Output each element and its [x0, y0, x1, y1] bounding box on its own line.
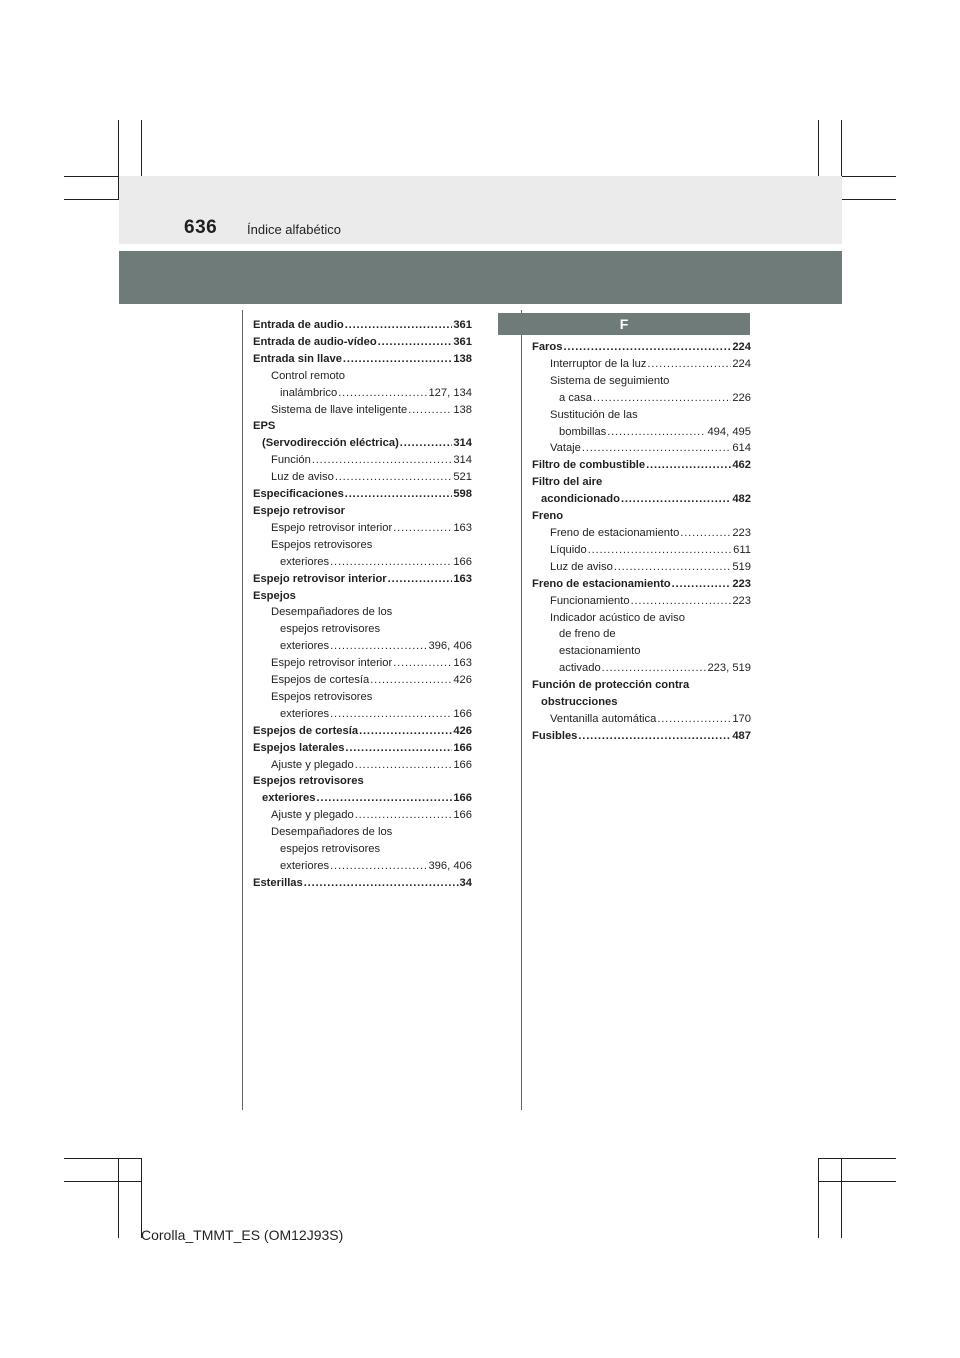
dot-leader [593, 390, 731, 407]
index-entry-term: Entrada de audio-vídeo [253, 335, 377, 348]
index-entry-page: 519 [732, 560, 751, 573]
column-rule-right [521, 310, 522, 1110]
index-entry-term: Interruptor de la luz [550, 357, 647, 370]
index-entry-page: 223 [732, 594, 751, 607]
dot-leader [312, 452, 453, 469]
dot-leader [400, 435, 453, 452]
index-entry [253, 858, 472, 875]
dot-leader [317, 790, 453, 807]
index-entry [532, 677, 751, 694]
dot-leader [657, 711, 731, 728]
index-entry-term: Filtro del aire [532, 476, 603, 489]
index-entry [253, 368, 472, 385]
dot-leader [355, 757, 453, 774]
index-entry [253, 841, 472, 858]
crop-mark [841, 1158, 842, 1238]
index-entry [253, 334, 472, 351]
index-entry-page: 223, 519 [707, 662, 751, 675]
index-entry-term: Control remoto [271, 369, 345, 382]
index-entry-term: Ajuste y plegado [271, 809, 354, 822]
index-entry [532, 390, 751, 407]
index-entry [253, 537, 472, 554]
index-entry [253, 875, 472, 892]
index-entry-page: 138 [453, 352, 472, 365]
crop-mark [64, 1181, 142, 1182]
index-entry-term: de freno de [559, 628, 616, 641]
index-entry-term: Freno de estacionamiento [532, 577, 671, 590]
index-entry-term: Espejo retrovisor [253, 504, 346, 517]
index-entry-term: Freno de estacionamiento [550, 526, 680, 539]
index-entry-page: 521 [453, 471, 472, 484]
index-entry-term: Espejo retrovisor interior [253, 572, 387, 585]
index-entry [253, 689, 472, 706]
index-entry [253, 604, 472, 621]
index-entry [253, 757, 472, 774]
dot-leader [582, 440, 731, 457]
dot-leader [588, 542, 732, 559]
dot-leader [335, 469, 453, 486]
index-entry [532, 474, 751, 491]
dot-leader [330, 554, 452, 571]
dot-leader [345, 740, 452, 757]
dot-leader [345, 486, 453, 503]
index-entry-term: Sistema de seguimiento [550, 374, 670, 387]
dot-leader [621, 491, 731, 508]
index-entry-page: 166 [453, 741, 472, 754]
index-entry-page: 482 [732, 493, 751, 506]
index-entry-term: exteriores [280, 707, 330, 720]
dot-leader [330, 638, 427, 655]
dot-leader [304, 875, 459, 892]
index-entry [253, 655, 472, 672]
dot-leader [563, 339, 731, 356]
dot-leader [646, 457, 731, 474]
index-entry-page: 426 [453, 674, 472, 687]
index-entry [532, 711, 751, 728]
crop-mark [818, 1181, 896, 1182]
index-entry-term: Espejos laterales [253, 741, 345, 754]
dot-leader [359, 723, 452, 740]
index-entry-page: 166 [453, 555, 472, 568]
index-entry [532, 440, 751, 457]
index-entry-page: 223 [732, 526, 751, 539]
index-entry-term: activado [559, 662, 601, 675]
index-entry-term: espejos retrovisores [280, 843, 381, 856]
index-entry-term: inalámbrico [280, 386, 338, 399]
index-entry-term: Especificaciones [253, 488, 344, 501]
index-entry-term: Luz de aviso [550, 560, 613, 573]
index-entry [253, 351, 472, 368]
column-rule-left [242, 310, 243, 1110]
dot-leader [355, 807, 453, 824]
index-entry-term: acondicionado [541, 493, 620, 506]
index-entry-term: Faros [532, 341, 563, 353]
index-entry-term: Entrada sin llave [253, 352, 342, 365]
dot-leader [393, 655, 452, 672]
index-entry-page: 224 [732, 341, 751, 353]
index-entry [532, 542, 751, 559]
index-entry-term: Espejos de cortesía [253, 724, 359, 737]
dot-leader [338, 385, 427, 402]
index-entry-term: exteriores [280, 640, 330, 653]
index-entry [253, 773, 472, 790]
index-entry [532, 694, 751, 711]
index-entry-term: Espejos de cortesía [271, 674, 370, 687]
index-entry-term: a casa [559, 391, 592, 404]
index-entry [253, 435, 472, 452]
index-entry [253, 706, 472, 723]
dot-leader [602, 660, 707, 677]
index-entry-page: 224 [732, 357, 751, 370]
index-entry-term: exteriores [280, 860, 330, 872]
crop-mark [141, 1158, 142, 1238]
index-entry-term: Desempañadores de los [271, 826, 393, 839]
letter-tab: F [498, 313, 750, 335]
index-entry-term: Espejo retrovisor interior [271, 657, 393, 670]
index-entry-term: Función [271, 454, 311, 467]
index-entry-page: 138 [453, 403, 472, 416]
dot-leader [672, 576, 732, 593]
index-entry-page: 361 [453, 335, 472, 348]
index-entry [253, 571, 472, 588]
index-entry-term: Líquido [550, 543, 587, 556]
index-entry [253, 807, 472, 824]
dot-leader [388, 571, 453, 588]
index-entry-term: Indicador acústico de aviso [550, 611, 685, 624]
section-band [119, 251, 842, 304]
dot-leader [647, 356, 731, 373]
index-entry-term: Función de protección contra [532, 679, 690, 692]
index-entry-page: 166 [453, 809, 472, 822]
index-entry-page: 487 [732, 729, 751, 742]
index-entry-term: exteriores [262, 792, 316, 805]
index-entry-term: EPS [253, 420, 276, 433]
index-entry [532, 373, 751, 390]
index-entry-page: 426 [453, 724, 472, 737]
dot-leader [607, 424, 706, 441]
index-entry [253, 402, 472, 419]
index-entry [253, 723, 472, 740]
index-entry-term: Freno [532, 510, 564, 523]
index-entry [253, 824, 472, 841]
index-entry-term: Espejos retrovisores [271, 690, 373, 703]
dot-leader [578, 728, 731, 745]
index-entry [532, 660, 751, 677]
dot-leader [393, 520, 452, 537]
index-entry-term: Espejos retrovisores [253, 775, 364, 788]
index-entry-term: Entrada de audio [253, 319, 344, 331]
dot-leader [378, 334, 453, 351]
index-entry-term: Vataje [550, 442, 581, 455]
index-entry [532, 491, 751, 508]
index-entry-term: (Servodirección eléctrica) [262, 437, 399, 450]
index-entry-term: Sistema de llave inteligente [271, 403, 408, 416]
index-entry [532, 728, 751, 745]
index-entry-page: 223 [732, 577, 751, 590]
index-entry-page: 170 [732, 712, 751, 725]
index-entry-term: Esterillas [253, 876, 303, 889]
index-entry-term: Ventanilla automática [550, 712, 657, 725]
index-entry-term: Fusibles [532, 729, 578, 742]
index-entry [532, 508, 751, 525]
index-entry [532, 407, 751, 424]
index-entry-term: Ajuste y plegado [271, 758, 354, 771]
index-entry-page: 314 [453, 437, 472, 450]
index-entry [253, 588, 472, 605]
crop-mark [118, 1158, 119, 1238]
index-entry-term: Espejo retrovisor interior [271, 521, 393, 534]
index-entry-term: obstrucciones [541, 696, 618, 709]
index-entry [532, 356, 751, 373]
footer-doc-code: Corolla_TMMT_ES (OM12J93S) [141, 1227, 344, 1243]
index-entry [253, 486, 472, 503]
dot-leader [408, 402, 452, 419]
index-entry [532, 457, 751, 474]
index-entry [253, 520, 472, 537]
dot-leader [680, 525, 731, 542]
index-entry-term: Funcionamiento [550, 594, 630, 607]
dot-leader [345, 317, 453, 334]
index-entry-page: 462 [732, 459, 751, 472]
index-entry [253, 740, 472, 757]
index-entry-page: 226 [732, 391, 751, 404]
dot-leader [330, 858, 427, 875]
index-entry [532, 626, 751, 643]
index-entry [532, 593, 751, 610]
index-entry [532, 339, 751, 356]
index-entry [253, 317, 472, 334]
index-entry-term: Desempañadores de los [271, 606, 393, 619]
dot-leader [343, 351, 452, 368]
index-entry [253, 452, 472, 469]
dot-leader [370, 672, 452, 689]
index-entry-page: 166 [453, 707, 472, 720]
index-entry-page: 494, 495 [707, 425, 751, 438]
index-entry [253, 621, 472, 638]
index-entry-term: bombillas [559, 425, 607, 438]
index-entry [253, 503, 472, 520]
dot-leader [614, 559, 732, 576]
index-entry [532, 610, 751, 627]
index-entry-page: 614 [732, 442, 751, 455]
index-entry-term: Filtro de combustible [532, 459, 646, 472]
index-entry-term: espejos retrovisores [280, 623, 381, 636]
index-entry-page: 611 [733, 543, 751, 556]
index-entry-page: 127, 134 [428, 386, 472, 399]
index-entry-page: 163 [453, 521, 472, 534]
index-entry-page: 361 [453, 319, 472, 331]
index-entry [532, 424, 751, 441]
index-entry [253, 418, 472, 435]
index-entry [253, 385, 472, 402]
index-entry-page: 163 [453, 657, 472, 670]
crop-mark [64, 1158, 142, 1159]
index-entry [532, 576, 751, 593]
crop-mark [818, 1158, 896, 1159]
index-entry-page: 396, 406 [428, 640, 472, 653]
index-entry-page: 34 [459, 876, 472, 889]
dot-leader [631, 593, 732, 610]
index-entry-term: Luz de aviso [271, 471, 334, 484]
index-entry-page: 166 [453, 758, 472, 771]
index-entry-page: 598 [453, 488, 472, 501]
index-entry [253, 469, 472, 486]
index-entry-term: Espejos retrovisores [271, 538, 373, 551]
index-column-right [532, 339, 751, 745]
index-entry [532, 525, 751, 542]
index-entry-page: 163 [453, 572, 472, 585]
crop-mark [818, 1158, 819, 1238]
index-entry-term: Sustitución de las [550, 408, 638, 421]
index-column-left [253, 317, 472, 892]
index-entry [253, 554, 472, 571]
index-entry-page: 314 [453, 454, 472, 467]
index-entry [253, 790, 472, 807]
header-band [119, 176, 842, 244]
section-title: Índice alfabético [247, 222, 341, 237]
index-entry-page: 166 [453, 792, 472, 805]
index-entry [532, 559, 751, 576]
index-entry [253, 638, 472, 655]
index-entry-term: exteriores [280, 555, 330, 568]
index-entry-term: Espejos [253, 589, 296, 602]
index-entry [532, 643, 751, 660]
index-entry-term: estacionamiento [559, 645, 641, 658]
index-entry-page: 396, 406 [428, 860, 472, 872]
index-entry [253, 672, 472, 689]
page-number: 636 [184, 217, 218, 238]
dot-leader [330, 706, 452, 723]
